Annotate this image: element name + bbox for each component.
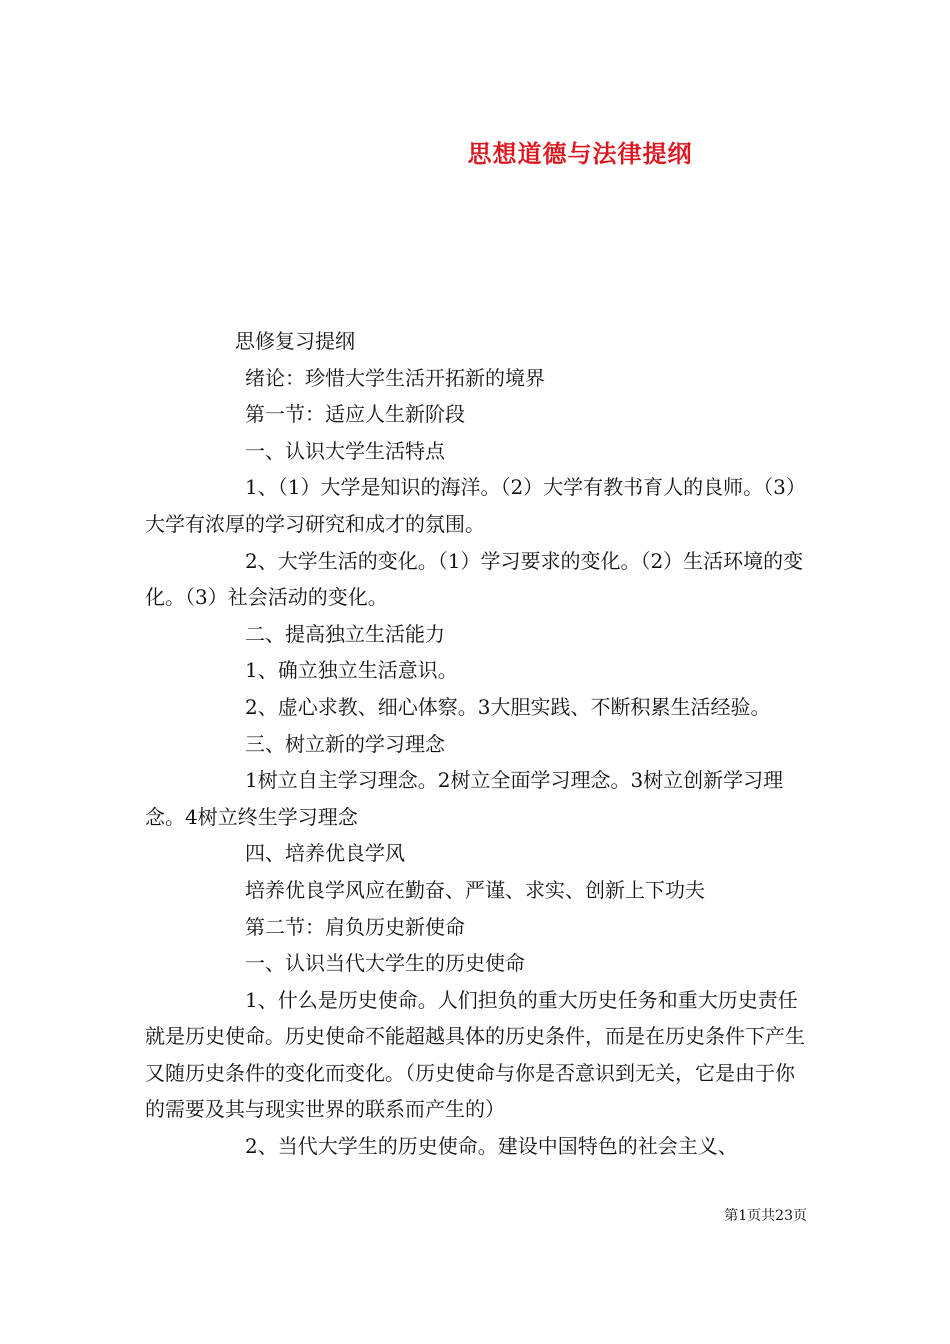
paragraph-intro: 绪论：珍惜大学生活开拓新的境界 xyxy=(245,365,545,390)
paragraph-section-2: 第二节：肩负历史新使命 xyxy=(245,914,465,939)
paragraph-item: 三、树立新的学习理念 xyxy=(245,731,445,756)
document-body xyxy=(145,323,807,1165)
document-title: 思想道德与法律提纲 xyxy=(467,139,693,168)
paragraph-section-1: 第一节：适应人生新阶段 xyxy=(245,402,465,427)
paragraph-item: 1树立自主学习理念。2树立全面学习理念。3树立创新学习理念。4树立终生学习理念 xyxy=(145,768,784,829)
paragraph-item: 一、认识当代大学生的历史使命 xyxy=(245,951,525,976)
paragraph-item: 培养优良学风应在勤奋、严谨、求实、创新上下功夫 xyxy=(245,877,705,902)
paragraph-heading: 思修复习提纲 xyxy=(235,329,355,353)
paragraph-item: 四、培养优良学风 xyxy=(245,841,405,866)
page-number: 第1页共23页 xyxy=(724,1208,807,1224)
paragraph-item: 2、当代大学生的历史使命。建设中国特色的社会主义、 xyxy=(245,1134,738,1159)
paragraph-item: 1、（1）大学是知识的海洋。（2）大学有教书育人的良师。（3）大学有浓厚的学习研究和成才的氛围。 xyxy=(145,475,806,536)
paragraph-item: 二、提高独立生活能力 xyxy=(245,621,445,646)
paragraph-item: 一、认识大学生活特点 xyxy=(245,438,445,463)
paragraph-item: 2、虚心求教、细心体察。3大胆实践、不断积累生活经验。 xyxy=(245,694,771,719)
paragraph-item: 2、大学生活的变化。（1）学习要求的变化。（2）生活环境的变化。（3）社会活动的变化。 xyxy=(145,548,804,610)
paragraph-item: 1、确立独立生活意识。 xyxy=(245,658,458,683)
paragraph-item: 1、什么是历史使命。人们担负的重大历史任务和重大历史责任就是历史使命。历史使命不能超越具体的历史条件，而是在历史条件下产生又随历史条件的变化而变化。（历史使命与你是否意识到无关，它是由于你的需要及其与现实世界的联系而产生的） xyxy=(145,987,805,1122)
